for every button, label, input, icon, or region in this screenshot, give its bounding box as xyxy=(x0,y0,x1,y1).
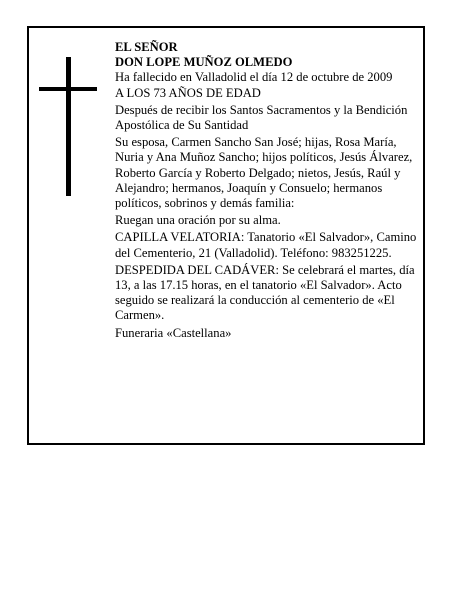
family-paragraph: Su esposa, Carmen Sancho San José; hijas, Rosa María, Nuria y Ana Muñoz Sancho; hijos políticos, Jesús Álvarez, Roberto García y Roberto Delgado; nietos, Jesús, Raúl y Alejandro; hermanos, Joaquín y Consuelo; hermanos políticos, sobrinos y demás familia: xyxy=(115,135,413,211)
farewell-paragraph: DESPEDIDA DEL CADÁVER: Se celebrará el martes, día 13, a las 17.15 horas, en el tanatorio «El Salvador». Acto seguido se realizará la conducción al cementerio de «El Carmen». xyxy=(115,262,415,323)
obituary-notice xyxy=(27,26,425,445)
chapel-paragraph: CAPILLA VELATORIA: Tanatorio «El Salvador», Camino del Cementerio, 21 (Valladolid). Teléfono: 983251225. xyxy=(115,230,417,260)
sacraments-paragraph: Después de recibir los Santos Sacramentos y la Bendición Apostólica de Su Santidad xyxy=(115,102,408,133)
deceased-name: DON LOPE MUÑOZ OLMEDO xyxy=(115,55,293,70)
notice-text xyxy=(115,40,421,341)
death-line: Ha fallecido en Valladolid el día 12 de octubre de 2009 xyxy=(115,70,393,85)
cross-horizontal-bar xyxy=(39,87,97,91)
prayer-line: Ruegan una oración por su alma. xyxy=(115,213,281,228)
age-line: A LOS 73 AÑOS DE EDAD xyxy=(115,85,261,100)
notice-title: EL SEÑOR xyxy=(115,40,178,54)
cross-vertical-bar xyxy=(66,57,71,196)
funeral-home-line: Funeraria «Castellana» xyxy=(115,325,232,340)
